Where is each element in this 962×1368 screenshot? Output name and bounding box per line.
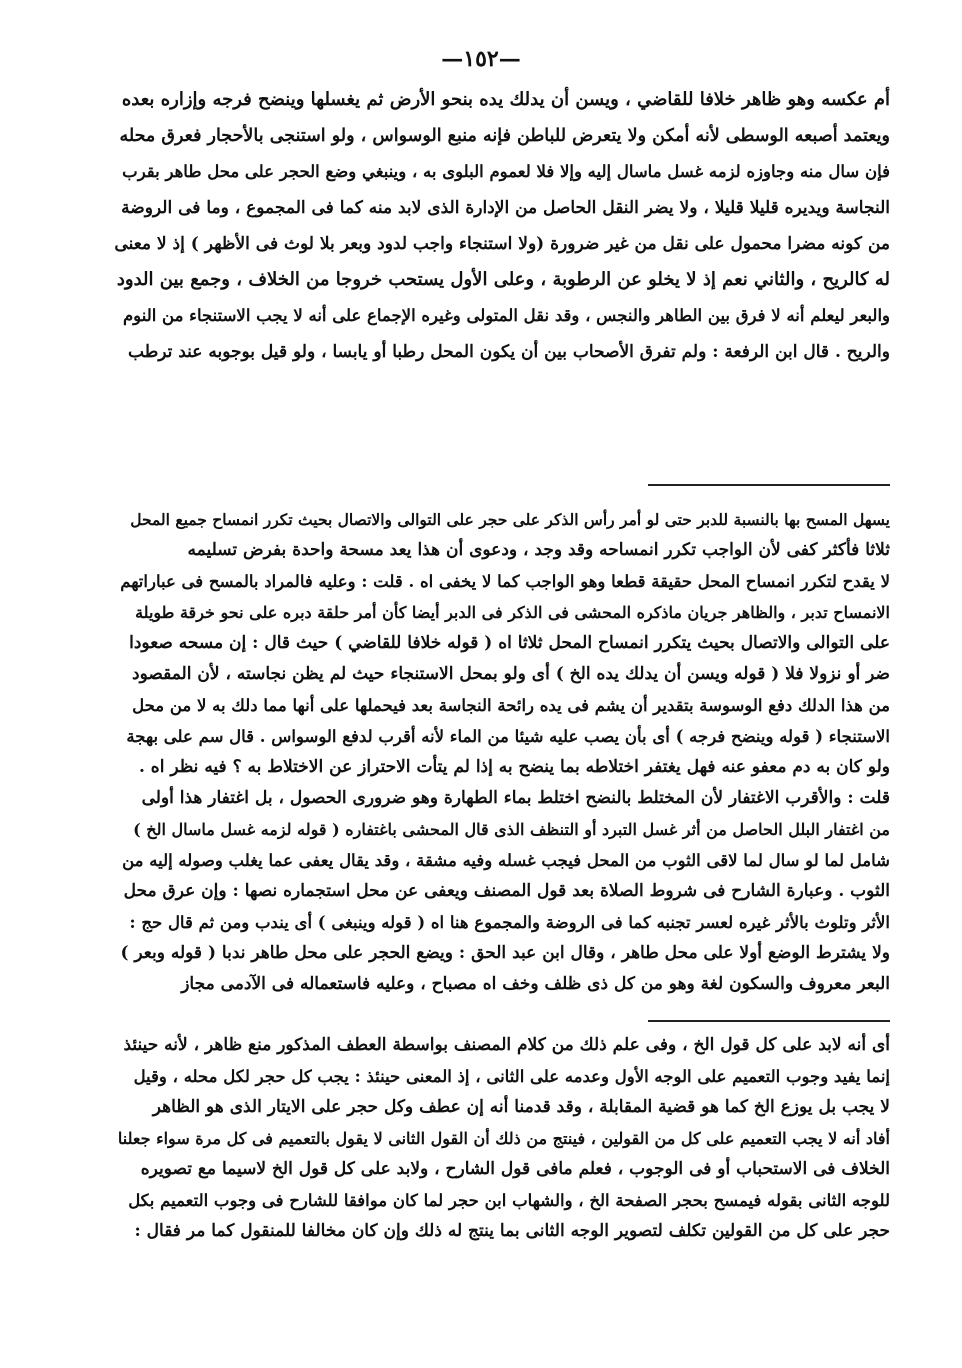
footnote-line: الاستنجاء ( قوله وينضح فرجه ) أى بأن يصب عليه شيئا من الماء لأنه أقرب لدفع الوسواس . قال سم على بهجة bbox=[126, 727, 890, 746]
footnote-line: يسهل المسح بها بالنسبة للدبر حتى لو أمر رأس الذكر على حجر على التوالى والاتصال بحيث تكرر انمساح جميع المحل bbox=[130, 510, 890, 529]
main-text-line: فإن سال منه وجاوزه لزمه غسل ماسال إليه وإلا فلا لعموم البلوى به ، وينبغي وضع الحجر على محل طاهر بقرب bbox=[122, 162, 890, 181]
footnote-line: أى أنه لابد على كل قول الخ ، وفى علم ذلك من كلام المصنف بواسطة العطف المذكور منع ظاهر ، لأنه حينئذ bbox=[123, 1035, 890, 1055]
footnote-line: لا يقدح لتكرر انمساح المحل حقيقة قطعا وهو الواجب كما لا يخفى اه . قلت : وعليه فالمراد بالمسح فى عباراتهم bbox=[120, 572, 890, 591]
main-text-line: من كونه مضرا محمول على نقل من غير ضرورة (ولا استنجاء واجب لدود وبعر بلا لوث فى الأظهر ) إذ لا معنى bbox=[114, 234, 890, 254]
footnote-separator bbox=[648, 484, 890, 486]
footnote-line: ضر أو نزولا فلا ( قوله ويسن أن يدلك يده الخ ) أى ولو بمحل الاستنجاء حيث لم يظن نجاسته ، لأن المقصود bbox=[132, 664, 890, 684]
footnote-line: الأثر وتلوث بالأثر غيره لعسر تجنبه كما فى الروضة والمجموع هنا اه ( قوله وينبغى ) أى يندب ومن ثم قال حج : bbox=[129, 913, 890, 932]
footnote-line: إنما يفيد وجوب التعميم على الوجه الأول وعدمه على الثانى ، إذ المعنى حينئذ : يجب كل حجر لكل محله ، وقيل bbox=[133, 1067, 890, 1086]
footnote-line: الانمساح تدبر ، والظاهر جريان ماذكره المحشى فى الذكر فى الدبر أيضا كأن أمر حلقة دبره على نحو خرقة طويلة bbox=[135, 603, 890, 622]
footnote-line: شامل لما لو سال لما لاقى الثوب من المحل فيجب غسله وفيه مشقة ، وقد يقال يعفى عما يغلب وصوله إليه من bbox=[122, 851, 890, 870]
footnote-line: من اغتفار البلل الحاصل من أثر غسل التبرد أو التنظف الذى قال المحشى باغتفاره ( قوله لزمه غسل ماسال الخ ) bbox=[133, 820, 890, 839]
main-text-line: والبعر ليعلم أنه لا فرق بين الطاهر والنجس ، وقد نقل المتولى وغيره الإجماع على أنه لا يجب الاستنجاء من النوم bbox=[122, 306, 890, 325]
main-text-line: ويعتمد أصبعه الوسطى لأنه أمكن ولا يتعرض للباطن فإنه منبع الوسواس ، ولو استنجى بالأحجار فعرق محله bbox=[119, 126, 890, 146]
page-number: —١٥٢— bbox=[441, 46, 521, 72]
footnote-line: قلت : والأقرب الاغتفار لأن المختلط بالنضح اختلط بماء الطهارة وهو ضرورى الحصول ، بل اغتفار هذا أولى bbox=[141, 788, 890, 808]
footnote-line: أفاد أنه لا يجب التعميم على كل من القولين ، فينتج من ذلك أن القول الثانى لا يقول بالتعميم فى كل مرة سواء جعلنا bbox=[117, 1129, 890, 1148]
footnote-line: للوجه الثانى بقوله فيمسح بحجر الصفحة الخ ، والشهاب ابن حجر لما كان موافقا للشارح فى وجوب التعميم بكل bbox=[128, 1191, 890, 1210]
main-text-line: له كالريح ، والثاني نعم إذ لا يخلو عن الرطوبة ، وعلى الأول يستحب خروجا من الخلاف ، وجمع بين الدود bbox=[116, 269, 890, 290]
main-text-block bbox=[112, 82, 890, 370]
footnote-line: من هذا الدلك دفع الوسوسة بتقدير أن يشم فى يده رائحة النجاسة بعد فيحملها على أنها مما دلك به لا من محل bbox=[132, 696, 890, 715]
footnote-line: الثوب . وعبارة الشارح فى شروط الصلاة بعد قول المصنف ويعفى عن محل استجماره نصها : وإن عرق محل bbox=[123, 881, 890, 901]
footnote-line: ولا يشترط الوضع أولا على محل طاهر ، وقال ابن عبد الحق : ويضع الحجر على محل طاهر ندبا ( قوله وبعر ) bbox=[120, 943, 890, 963]
footnote-line: ثلاثا فأكثر كفى لأن الواجب تكرر انمساحه وقد وجد ، ودعوى أن هذا يعد مسحة واحدة بفرض تسليمه bbox=[187, 540, 890, 560]
footnote-line: لا يجب بل يوزع الخ كما هو قضية المقابلة ، وقد قدمنا أنه إن عطف وكل حجر على الايتار الذى هو الظاهر bbox=[152, 1097, 890, 1117]
main-text-line: والريح . قال ابن الرفعة : ولم تفرق الأصحاب بين أن يكون المحل رطبا أو يابسا ، ولو قيل بوجوبه عند ترطب bbox=[128, 342, 890, 362]
footnote-line: البعر معروف والسكون لغة وهو من كل ذى ظلف وخف اه مصباح ، وعليه فاستعماله فى الآدمى مجاز bbox=[181, 974, 890, 994]
footnote-block-2 bbox=[112, 1030, 890, 1247]
footnote-line: حجر على كل من القولين تكلف لتصوير الوجه الثانى بما ينتج له ذلك وإن كان مخالفا للمنقول كما مر فقال : bbox=[134, 1221, 890, 1241]
footnote-block-1 bbox=[112, 504, 890, 1000]
footnote-separator bbox=[648, 1020, 890, 1022]
footnote-line: الخلاف فى الاستحباب أو فى الوجوب ، فعلم مافى قول الشارح ، ولابد على كل قول الخ لاسيما مع تصويره bbox=[140, 1159, 890, 1179]
main-text-line: أم عكسه وهو ظاهر خلافا للقاضي ، ويسن أن يدلك يده بنحو الأرض ثم يغسلها وينضح فرجه وإزاره بعده bbox=[121, 89, 890, 110]
main-text-line: النجاسة ويديره قليلا قليلا ، ولا يضر النقل الحاصل من الإدارة الذى لابد منه كما فى المجموع ، وما فى الروضة bbox=[121, 198, 890, 218]
footnote-line: ولو كان به دم معفو عنه فهل يغتفر اختلاطه بما ينضح به إذا لم يتأت الاحتراز عن الاختلاط به ؟ فيه نظر اه . bbox=[138, 757, 890, 777]
footnote-line: على التوالى والاتصال بحيث يتكرر انمساح المحل ثلاثا اه ( قوله خلافا للقاضي ) حيث قال : إن مسحه صعودا bbox=[129, 633, 890, 653]
